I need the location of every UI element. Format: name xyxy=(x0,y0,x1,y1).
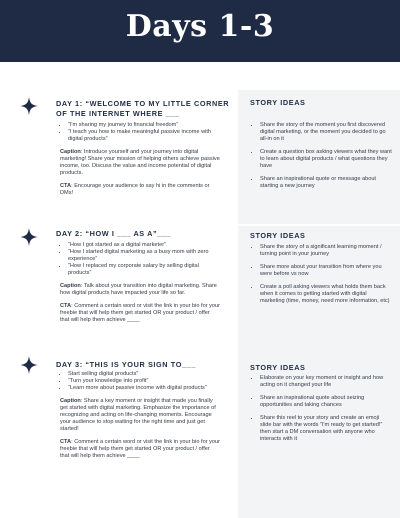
list-item: • “How I started digital marketing as a busy mom with zero experience” xyxy=(68,249,220,263)
cta-label: CTA xyxy=(60,183,72,189)
day-2-section xyxy=(0,212,400,350)
day-2-cta xyxy=(60,303,220,324)
list-item: • Create a poll asking viewers what holds them back when it comes to getting started with digital marketing (time, money, need more information, etc) xyxy=(260,284,392,305)
header-banner xyxy=(0,0,400,62)
list-item: • “Learn more about passive income with digital products” xyxy=(68,385,220,392)
day-1-title-line1: DAY 1: “WELCOME TO MY LITTLE CORNER xyxy=(56,99,230,108)
list-item: • Share the story of a significant learning moment / turning point in your journey xyxy=(260,244,392,258)
day-1-section xyxy=(0,62,400,212)
caption-label: Caption xyxy=(60,283,81,289)
cta-label: CTA xyxy=(60,303,72,309)
sparkle-star-icon xyxy=(20,97,38,115)
list-item: • Start selling digital products” xyxy=(68,371,220,378)
list-item: • Share an inspirational quote about seizing opportunities and taking chances xyxy=(260,395,392,409)
day-1-hooks-list xyxy=(60,122,220,143)
list-item: • “I'm sharing my journey to financial freedom” xyxy=(68,122,220,129)
list-item: • “How I replaced my corporate salary by selling digital products” xyxy=(68,263,220,277)
cta-text: : Encourage your audience to say hi in the comments or DMs! xyxy=(60,183,210,196)
caption-label: Caption xyxy=(60,398,81,404)
list-item: • Create a question box asking viewers what they want to learn about digital products / what questions they have xyxy=(260,149,392,170)
list-item: • Share this reel to your story and create an emoji slide bar with the words “I'm ready to get started!” then start a DM conversation with anyone who interacts with it xyxy=(260,415,392,443)
list-item: • Share an inspirational quote or message about starting a new journey xyxy=(260,176,392,190)
sparkle-star-icon xyxy=(20,356,38,374)
day-2-title: DAY 2: “HOW I ___ AS A”___ xyxy=(56,229,172,238)
list-item: • Elaborate on your key moment or insight and how acting on it changed your life xyxy=(260,375,392,389)
day-2-story-ideas-title: STORY IDEAS xyxy=(250,231,306,240)
day-3-content xyxy=(60,371,220,460)
day-3-hooks-list xyxy=(60,371,220,392)
day-1-title-line2: OF THE INTERNET WHERE ___ xyxy=(56,109,180,118)
list-item: • Share more about your transition from where you were before vs now xyxy=(260,264,392,278)
day-1-story-ideas-title: STORY IDEAS xyxy=(250,98,306,107)
cta-label: CTA xyxy=(60,439,72,445)
day-3-caption xyxy=(60,398,220,433)
cta-text: : Comment a certain word or visit the link in your bio for your freebie that will help them get started OR your product / offer that will help them achieve ____ xyxy=(60,439,221,459)
caption-label: Caption xyxy=(60,149,81,155)
page-title: Days 1-3 xyxy=(125,9,275,44)
list-item: • Share the story of the moment you first discovered digital marketing, or the moment you decided to go all-in on it xyxy=(260,122,392,143)
caption-text: : Talk about your transition into digital marketing. Share how digital products have impacted your life so far. xyxy=(60,283,217,296)
day-1-caption xyxy=(60,149,220,177)
list-item: • “I teach you how to make meaningful passive income with digital products” xyxy=(68,129,220,143)
day-1-story-ideas-list xyxy=(252,122,392,196)
day-3-story-ideas-title: STORY IDEAS xyxy=(250,363,306,372)
cta-text: : Comment a certain word or visit the link in your bio for your freebie that will help them get started OR your product / offer that will help them achieve ____ xyxy=(60,303,221,323)
day-1-title xyxy=(56,99,236,119)
day-1-content xyxy=(60,122,220,197)
day-2-hooks-list xyxy=(60,242,220,277)
day-3-title: DAY 3: “THIS IS YOUR SIGN TO___ xyxy=(56,360,196,369)
day-3-section xyxy=(0,350,400,518)
day-2-caption xyxy=(60,283,220,297)
list-item: • “How I got started as a digital marketer” xyxy=(68,242,220,249)
list-item: • “Turn your knowledge into profit” xyxy=(68,378,220,385)
sparkle-star-icon xyxy=(20,228,38,246)
caption-text: : Share a key moment or insight that made you finally get started with digital marketing. Emphasize the importance of recognizing and acting on life-changing moments. Encourage your audience to stop waiting for the right time and just get started! xyxy=(60,398,216,432)
day-3-cta xyxy=(60,439,220,460)
day-2-story-ideas-list xyxy=(252,244,392,311)
day-2-content xyxy=(60,242,220,324)
day-1-cta xyxy=(60,183,220,197)
caption-text: : Introduce yourself and your journey into digital marketing! Share your mission of helping others achieve passive income, too. Discuss the value and income potential of digital products. xyxy=(60,149,220,176)
day-3-story-ideas-list xyxy=(252,375,392,449)
